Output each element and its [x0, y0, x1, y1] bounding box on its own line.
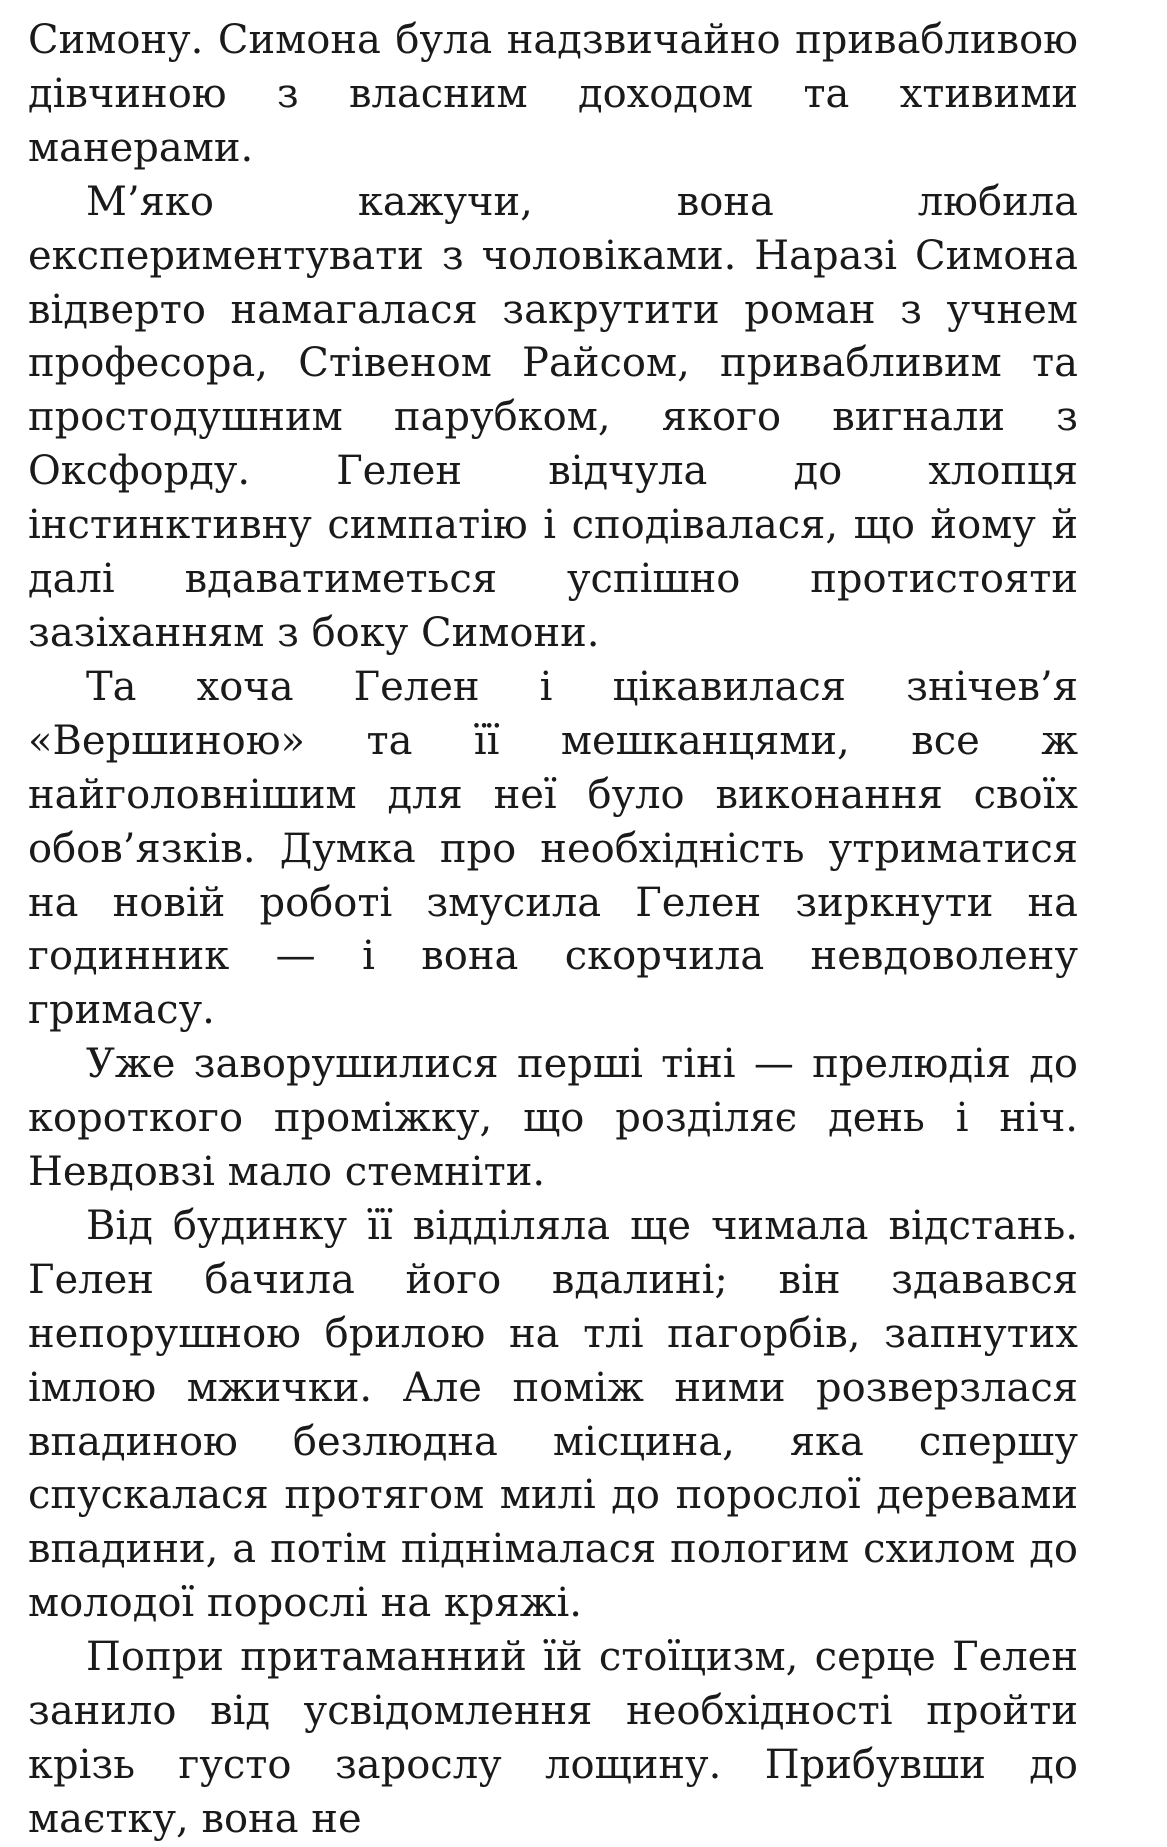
paragraph-5: Від будинку її відділяла ще чимала відстань. Гелен бачила його вдалині; він здавався непорушною брилою на тлі пагорбів, запнутих імлою мжички. Але поміж ними розверзлася впадиною безлюдна місцина, яка спершу спускалася протягом милі до порослої деревами впадини, а потім піднімалася пологим схилом до молодої порослі на кряжі. [28, 1202, 1078, 1627]
paragraph-4: Уже заворушилися перші тіні — прелюдія до короткого проміжку, що розділяє день і ніч. Невдовзі мало стемніти. [28, 1041, 1078, 1196]
paragraph-3: Та хоча Гелен і цікавилася знічев’я «Вершиною» та її мешканцями, все ж найголовнішим для неї було виконання своїх обов’язків. Думка про необхідність утриматися на новій роботі змусила Гелен зиркнути на годинник — і вона скорчила невдоволену гримасу. [28, 663, 1078, 1034]
paragraph-6: Попри притаманний їй стоїцизм, серце Гелен занило від усвідомлення необхідності пройти крізь густо зарослу лощину. Прибувши до маєтку, вона не [28, 1634, 1078, 1842]
book-page [28, 14, 1078, 1847]
paragraph-2: М’яко кажучи, вона любила експериментувати з чоловіками. Наразі Симона відверто намагалася закрутити роман з учнем професора, Стівеном Райсом, привабливим та простодушним парубком, якого вигнали з Оксфорду. Гелен відчула до хлопця інстинктивну симпатію і сподівалася, що йому й далі вдаватиметься успішно протистояти зазіханням з боку Симони. [28, 178, 1078, 656]
paragraph-1: Симону. Симона була надзвичайно привабливою дівчиною з власним доходом та хтивими манерами. [28, 17, 1078, 171]
